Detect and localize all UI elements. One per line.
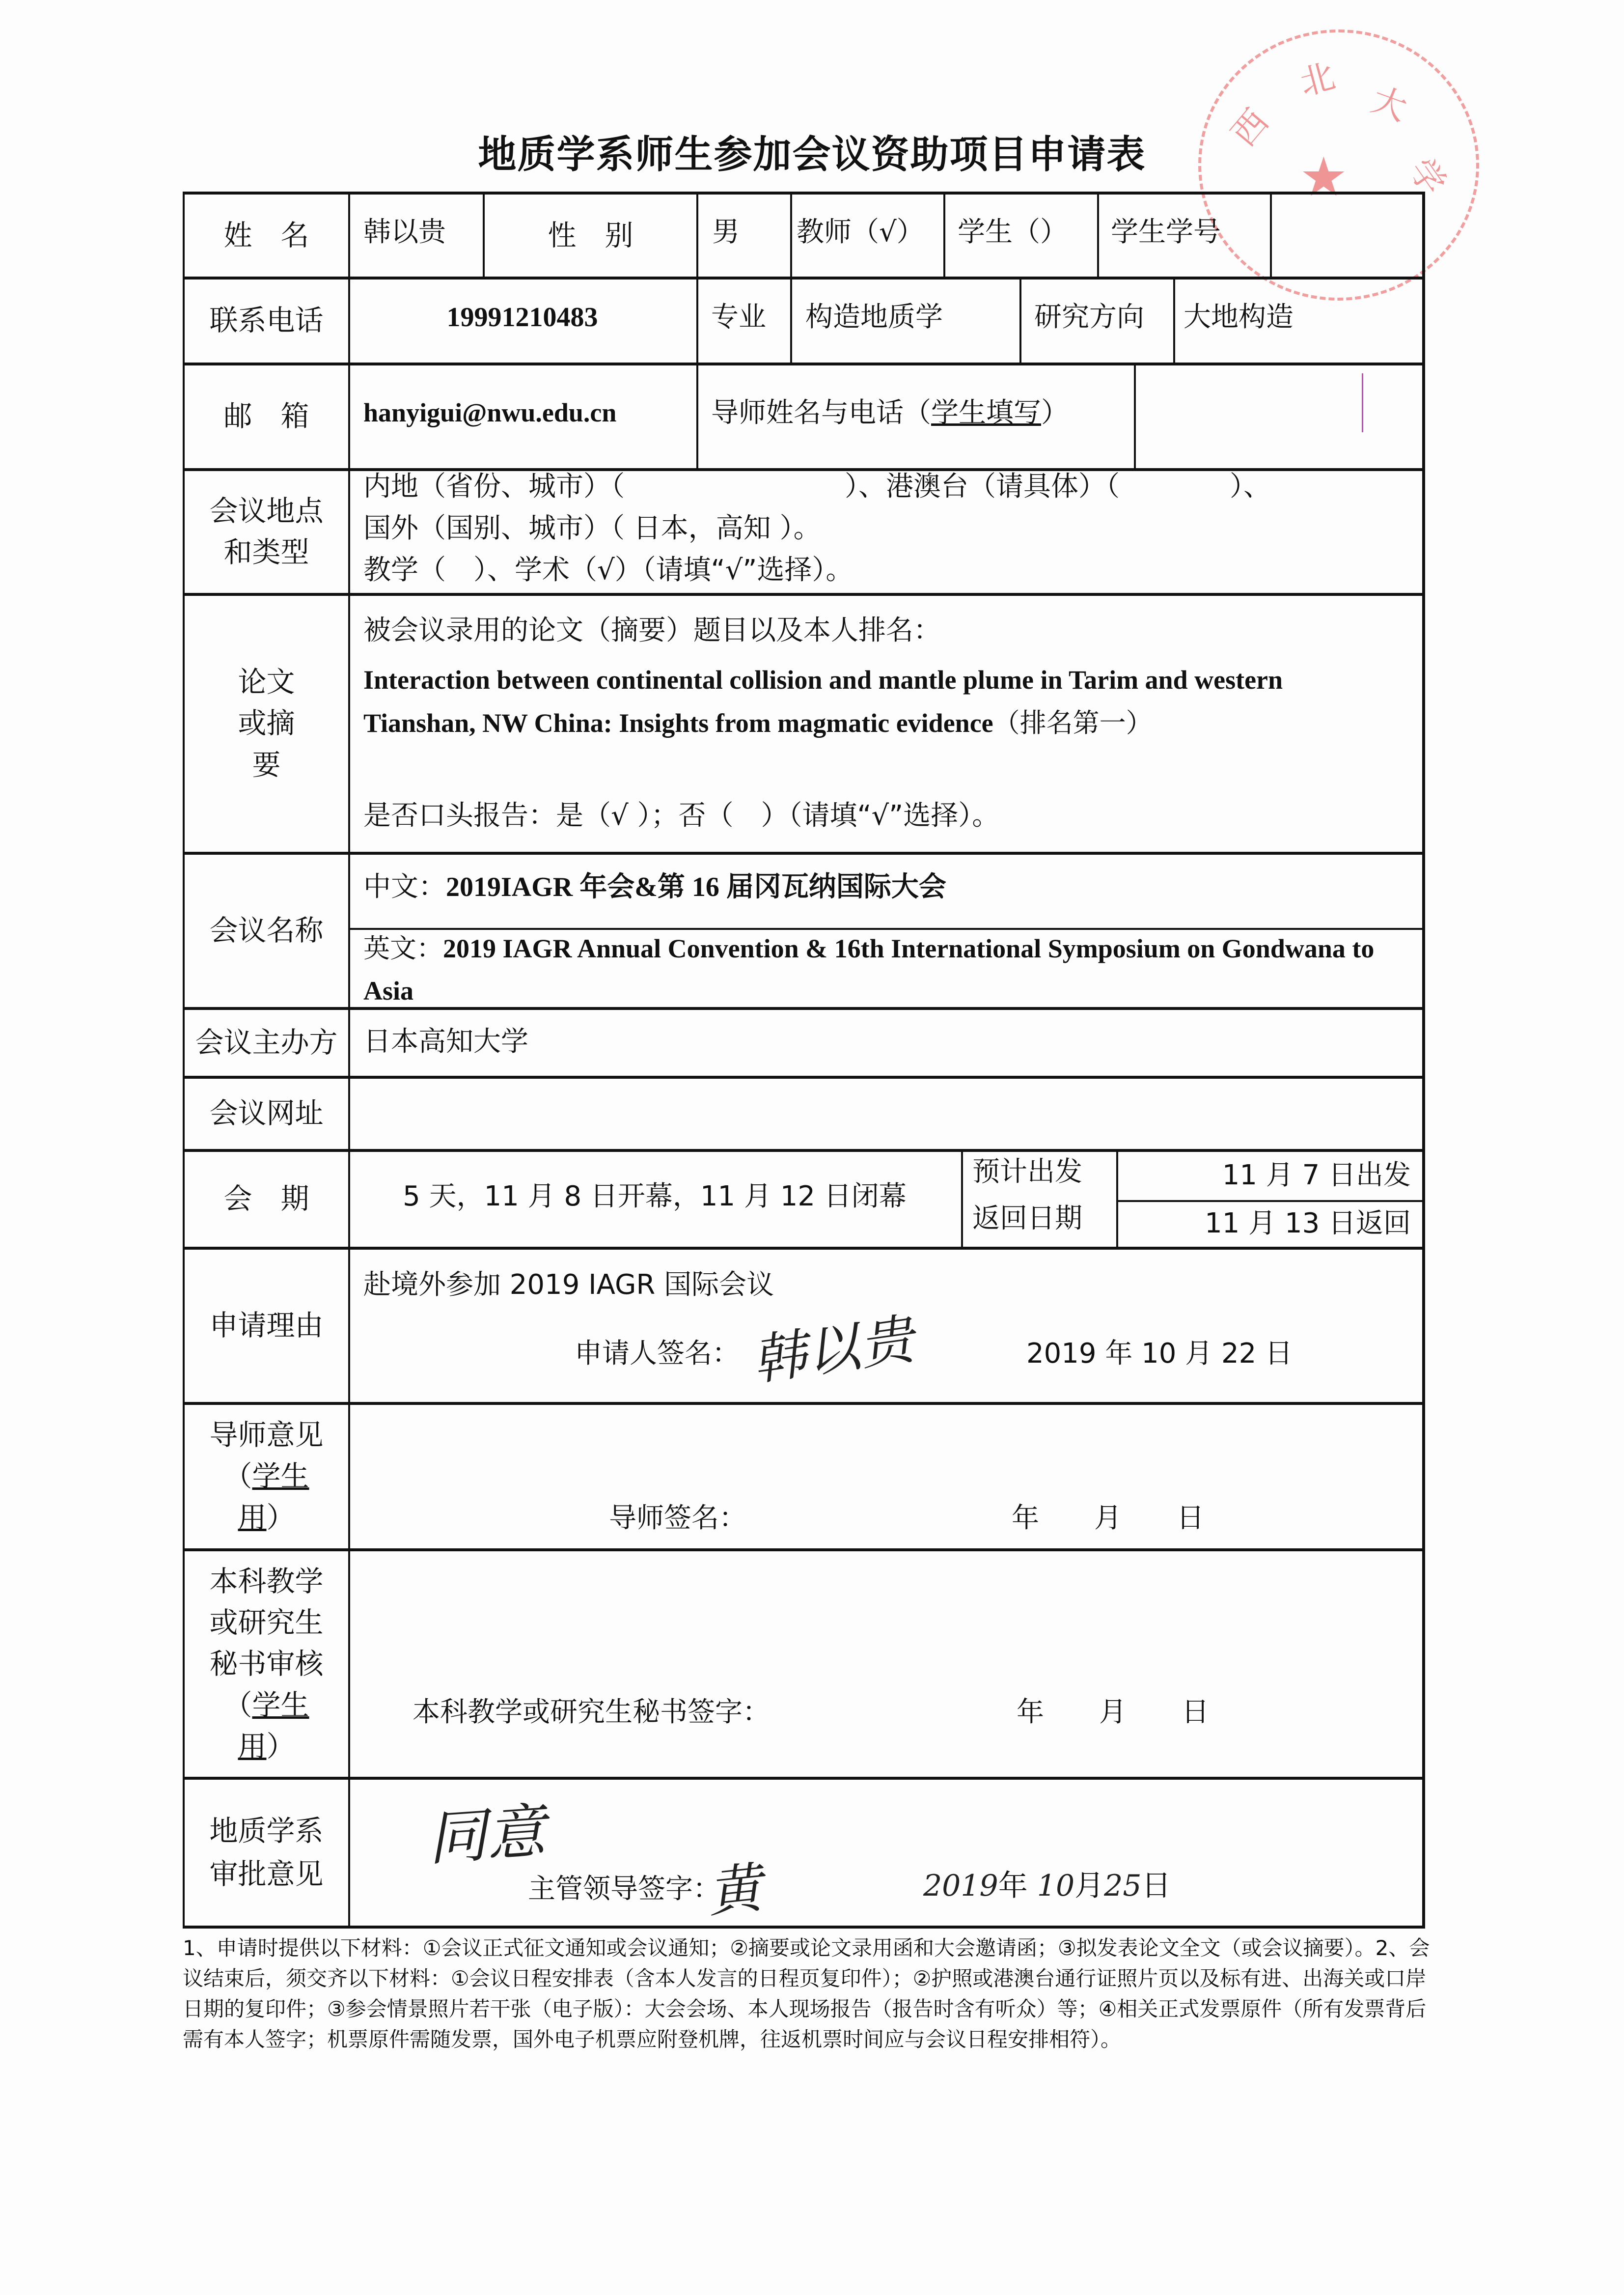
research-direction-value[interactable]: 大地构造	[1184, 301, 1294, 333]
label-line	[238, 1726, 295, 1767]
stamp-star-icon: ★	[1299, 145, 1348, 208]
oral-report-choice[interactable]: 是否口头报告：是（√ ）；否（ ）（请填“√”选择）。	[363, 800, 1000, 832]
row-divider	[183, 1548, 1424, 1551]
gender-label: 性 别	[548, 218, 633, 252]
leader-sign-label: 主管领导签字：	[528, 1873, 720, 1905]
applicant-date: 2019 年 10 月 22 日	[1026, 1338, 1293, 1370]
secretary-sign-label: 本科教学或研究生秘书签字：	[413, 1696, 770, 1728]
paren: ）	[266, 1729, 295, 1763]
depart-date[interactable]: 11 月 7 日出发	[1222, 1159, 1411, 1191]
period-label: 会 期	[223, 1182, 309, 1216]
phone-value[interactable]: 19991210483	[446, 302, 598, 333]
stamp-glyph: 学	[1401, 151, 1454, 202]
paper-intro: 被会议录用的论文（摘要）题目以及本人排名：	[363, 615, 941, 646]
table-border-right	[1422, 192, 1425, 1929]
underlined-text: 学生	[252, 1459, 309, 1493]
underlined-text: 用	[238, 1729, 267, 1763]
row-divider	[183, 277, 1424, 280]
name-label: 姓 名	[223, 218, 309, 252]
advisor-contact-label	[711, 395, 1069, 431]
location-domestic[interactable]: 内地（省份、城市）（ ）、港澳台（请具体）（ ）、	[363, 471, 1271, 503]
label-line	[223, 1684, 309, 1726]
column-divider	[1173, 277, 1175, 364]
label-line: 导师意见	[209, 1418, 324, 1452]
label-line: 或研究生	[209, 1605, 324, 1639]
label-line: 秘书审核	[209, 1647, 324, 1680]
paper-title[interactable]	[363, 658, 1400, 745]
paren: （	[223, 1459, 252, 1493]
advisor-label-suffix: ）	[1041, 397, 1069, 429]
advisor-label-underlined: 学生填写	[931, 397, 1041, 429]
handwritten-month: 10	[1037, 1869, 1075, 1903]
column-divider	[1097, 192, 1099, 278]
label-line	[223, 1455, 309, 1497]
column-divider	[696, 192, 698, 468]
underlined-text: 用	[238, 1501, 267, 1534]
column-divider	[1134, 363, 1136, 469]
label-line	[238, 1497, 295, 1538]
major-value[interactable]: 构造地质学	[805, 301, 943, 333]
column-divider	[1270, 192, 1272, 278]
year-unit: 年	[998, 1869, 1028, 1903]
applicant-sign-label: 申请人签名：	[575, 1338, 740, 1370]
stamp-glyph: 西	[1223, 101, 1277, 154]
column-divider	[943, 192, 945, 278]
location-label: 会议地点和类型	[209, 494, 324, 569]
cn-value: 2019IAGR 年会&第 16 届冈瓦纳国际大会	[446, 872, 946, 902]
row-divider	[183, 1076, 1424, 1079]
phone-label: 联系电话	[209, 304, 324, 337]
label-line: 地质学系	[209, 1814, 324, 1847]
advisor-opinion-label	[185, 1404, 348, 1548]
name-value[interactable]: 韩以贵	[363, 216, 446, 248]
major-label: 专业	[711, 301, 766, 333]
paper-label: 论文或摘要	[238, 665, 295, 782]
paren: （	[223, 1688, 252, 1722]
location-abroad[interactable]: 国外（国别、城市）（ 日本，高知 ）。	[363, 512, 821, 544]
row-divider	[183, 1149, 1424, 1152]
organizer-value[interactable]: 日本高知大学	[363, 1026, 528, 1058]
leader-sign-date	[923, 1867, 1171, 1905]
handwritten-day: 25	[1104, 1869, 1142, 1903]
student-id-label: 学生学号	[1111, 216, 1221, 248]
label-line: 审批意见	[209, 1857, 324, 1891]
paper-rank: （排名第一）	[993, 707, 1153, 738]
reason-value[interactable]: 赴境外参加 2019 IAGR 国际会议	[363, 1269, 774, 1301]
email-label: 邮 箱	[223, 399, 309, 433]
meeting-type[interactable]: 教学（ ）、学术（√）（请填“√”选择）。	[363, 554, 853, 586]
return-date[interactable]: 11 月 13 日返回	[1205, 1207, 1411, 1239]
row-divider	[183, 1402, 1424, 1405]
secretary-sign-date[interactable]: 年 月 日	[1017, 1696, 1209, 1728]
row-divider	[183, 363, 1424, 365]
stamp-glyph: 北	[1295, 56, 1339, 104]
column-divider	[961, 1149, 963, 1247]
organizer-label: 会议主办方	[195, 1025, 338, 1059]
meeting-name-en[interactable]	[363, 927, 1409, 1012]
stamp-glyph: 大	[1366, 79, 1413, 129]
return-label: 返回日期	[972, 1203, 1082, 1234]
month-unit: 月	[1074, 1869, 1104, 1903]
row-divider	[183, 1777, 1424, 1780]
website-label: 会议网址	[209, 1096, 324, 1130]
column-divider	[348, 192, 350, 1926]
student-checkbox[interactable]: 学生（）	[958, 216, 1068, 248]
day-unit: 日	[1141, 1869, 1171, 1903]
research-direction-label: 研究方向	[1034, 301, 1144, 333]
gender-value[interactable]: 男	[712, 216, 740, 248]
reason-label: 申请理由	[209, 1308, 324, 1342]
paper-title-text: Interaction between continental collision and mantle plume in Tarim and western Tianshan, NW China: Insights from magmatic evidence	[363, 665, 1283, 738]
en-value: 2019 IAGR Annual Convention & 16th International Symposium on Gondwana to Asia	[363, 934, 1375, 1006]
period-value[interactable]: 5 天，11 月 8 日开幕，11 月 12 日闭幕	[403, 1180, 907, 1212]
row-divider	[183, 593, 1424, 596]
dept-opinion-handwritten: 同意	[425, 1797, 548, 1874]
handwritten-year: 2019	[923, 1869, 998, 1903]
table-border-bottom	[183, 1926, 1424, 1929]
advisor-sign-date[interactable]: 年 月 日	[1012, 1502, 1204, 1534]
table-border-top	[183, 192, 1424, 195]
leader-signature: 黄	[704, 1856, 765, 1925]
underlined-text: 学生	[252, 1688, 309, 1722]
dept-approval-label	[185, 1779, 348, 1926]
depart-label: 预计出发	[972, 1156, 1082, 1188]
row-divider	[183, 852, 1424, 855]
advisor-label-prefix: 导师姓名与电话（	[711, 397, 931, 429]
form-title: 地质学系师生参加会议资助项目申请表	[478, 133, 1146, 177]
column-divider	[1019, 277, 1021, 364]
row-divider	[183, 1247, 1424, 1250]
secretary-review-label	[185, 1550, 348, 1777]
row-divider	[1116, 1200, 1424, 1202]
footnote-instructions: 1、申请时提供以下材料：①会议正式征文通知或会议通知；②摘要或论文录用函和大会邀请函；③拟发表论文全文（或会议摘要）。2、会议结束后，须交齐以下材料：①会议日程安排表（含本人发言的日程页复印件）；②护照或港澳台通行证照片页以及标有进、出海关或口岸日期的复印件；③参会情景照片若干张（电子版）：大会会场、本人现场报告（报告时含有听众）等；④相关正式发票原件（所有发票背后需有本人签字；机票原件需随发票，国外电子机票应附登机牌，往返机票时间应与会议日程安排相符）。	[183, 1936, 1430, 2051]
pen-mark	[1362, 373, 1363, 432]
en-prefix: 英文：	[363, 933, 443, 964]
meeting-name-label: 会议名称	[209, 913, 324, 947]
paren: ）	[266, 1501, 295, 1534]
cn-prefix: 中文：	[363, 871, 446, 903]
advisor-sign-label: 导师签名：	[609, 1502, 746, 1534]
label-line: 本科教学	[209, 1564, 324, 1598]
teacher-checkbox[interactable]: 教师（√）	[797, 216, 924, 248]
meeting-name-cn[interactable]	[363, 869, 946, 905]
applicant-signature: 韩以贵	[748, 1307, 918, 1393]
email-value[interactable]: hanyigui@nwu.edu.cn	[363, 398, 617, 427]
column-divider	[790, 192, 792, 364]
